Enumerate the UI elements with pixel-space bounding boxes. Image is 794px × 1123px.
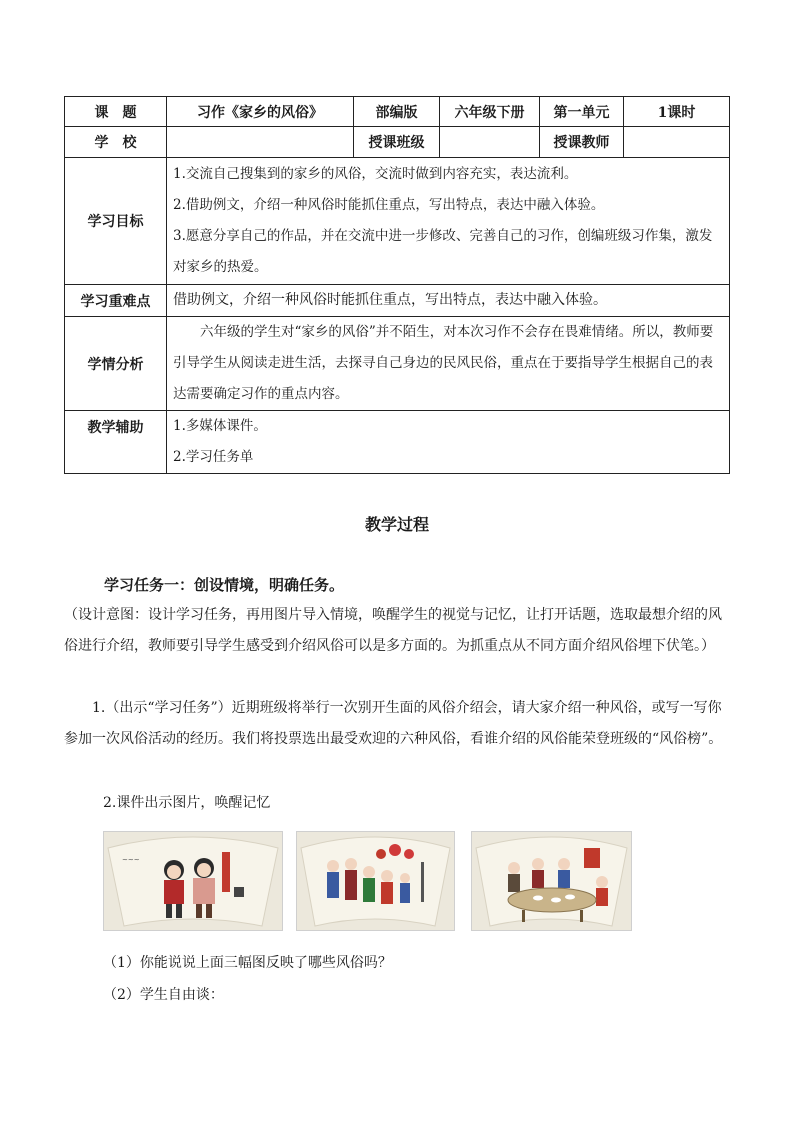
family-dinner-picture: [471, 831, 632, 931]
table-row: [65, 158, 730, 285]
svg-text:~~~: ~~~: [122, 856, 140, 864]
school-value: [167, 127, 354, 158]
class-value: [440, 127, 540, 158]
goals-label: 学习目标: [65, 158, 167, 285]
key-points-text: 借助例文，介绍一种风俗时能抓住重点，写出特点，表达中融入体验。: [167, 285, 730, 317]
table-row: [65, 127, 730, 158]
custom-pictures-row: [103, 831, 633, 931]
key-points-label: 学习重难点: [65, 285, 167, 317]
new-year-greeting-picture: [103, 831, 283, 931]
goal-item: 3.愿意分享自己的作品，并在交流中进一步修改、完善自己的习作，创编班级习作集，激发对家乡的热爱。: [173, 228, 713, 275]
table-row: [65, 97, 730, 127]
table-row: [65, 411, 730, 474]
step-2: 2.课件出示图片，唤醒记忆: [103, 795, 271, 811]
goal-item: 1.交流自己搜集到的家乡的风俗，交流时做到内容充实，表达流利。: [173, 166, 578, 182]
teacher-label: 授课教师: [540, 127, 624, 158]
step-1: 1.（出示“学习任务”）近期班级将举行一次别开生面的风俗介绍会，请大家介绍一种风俗，或写一写你参加一次风俗活动的经历。我们将投票选出最受欢迎的六种风俗，看谁介绍的风俗能荣登班级的“风俗榜”。: [64, 700, 723, 747]
unit: 第一单元: [540, 97, 624, 127]
section-title: 教学过程: [364, 515, 429, 534]
period: 1课时: [624, 97, 730, 127]
aids-label: 教学辅助: [65, 411, 167, 474]
task-heading: 学习任务一：创设情境，明确任务。: [104, 576, 345, 594]
analysis-label: 学情分析: [65, 317, 167, 411]
lantern-festival-picture: [296, 831, 455, 931]
school-label: 学 校: [65, 127, 167, 158]
question-2: （2）学生自由谈：: [103, 987, 224, 1003]
aid-item: 2.学习任务单: [173, 449, 254, 465]
analysis-content: [167, 317, 730, 411]
edition: 部编版: [354, 97, 440, 127]
question-1: （1）你能说说上面三幅图反映了哪些风俗吗？: [103, 955, 392, 971]
topic-label: 课 题: [65, 97, 167, 127]
table-row: [65, 317, 730, 411]
class-label: 授课班级: [354, 127, 440, 158]
design-intent: （设计意图：设计学习任务，再用图片导入情境，唤醒学生的视觉与记忆，让打开话题，选取最想介绍的风俗进行介绍，教师要引导学生感受到介绍风俗可以是多方面的。为抓重点从不同方面介绍风俗埋下伏笔。）: [64, 607, 722, 654]
aids-content: [167, 411, 730, 474]
teacher-value: [624, 127, 730, 158]
lesson-title: 习作《家乡的风俗》: [167, 97, 354, 127]
aid-item: 1.多媒体课件。: [173, 418, 267, 434]
table-row: [65, 285, 730, 317]
goal-item: 2.借助例文，介绍一种风俗时能抓住重点，写出特点，表达中融入体验。: [173, 197, 605, 213]
lesson-info-table: [64, 96, 730, 474]
goals-content: [167, 158, 730, 285]
analysis-text: 六年级的学生对“家乡的风俗”并不陌生，对本次习作不会存在畏难情绪。所以，教师要引导学生从阅读走进生活，去探寻自己身边的民风民俗，重点在于要指导学生根据自己的表达需要确定习作的重点内容。: [173, 324, 714, 402]
grade: 六年级下册: [440, 97, 540, 127]
